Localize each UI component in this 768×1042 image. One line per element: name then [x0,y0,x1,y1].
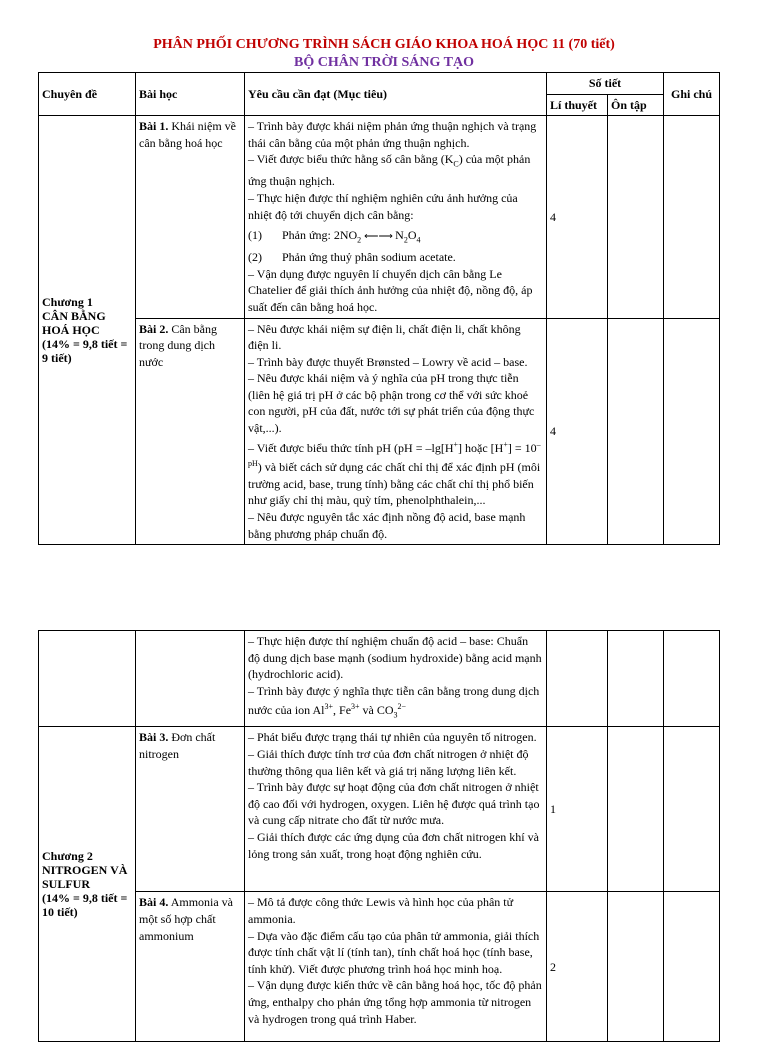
lesson-1-num: Bài 1. [139,119,169,134]
goal-line: – Dựa vào đặc điểm cấu tạo của phân tử ammonia, giải thích được tính chất vật lí (tính tan), tính chất hoá học (tính base, tính khử). Viết được phương trình hoá học minh hoạ. [248,928,540,976]
lesson-3-goals [245,727,547,892]
chapter-1-share: (14% = 9,8 tiết = 9 tiết) [42,337,128,366]
lesson-3-cell [136,727,245,892]
cont-note [664,631,720,727]
lesson-2-cell [136,318,245,545]
reaction-1: (1) Phản ứng: $2NO_2$ ⟵⟶ $N_2O_4$ [248,228,421,245]
curriculum-table-part2 [38,630,720,1042]
goal-line: – Trình bày được thuyết Brønsted – Lowry về acid – base. [248,354,528,369]
lesson-2-note [664,318,720,545]
lesson-3-name: Đơn chất nitrogen [139,730,216,761]
lesson-1-name: Khái niệm về cân bằng hoá học [139,119,236,150]
goal-line: – Trình bày được sự hoạt động của đơn chất nitrogen ở nhiệt độ cao đối với hydrogen, oxygen. Liên hệ được quá trình tạo và cung cấp nitrate cho đất từ nước mưa. [248,780,540,828]
goal-line: – Giải thích được các ứng dụng của đơn chất nitrogen khí và lỏng trong sản xuất, trong hoạt động nghiên cứu. [248,829,539,861]
lesson-1-note [664,116,720,318]
cont-lesson-cell [136,631,245,727]
goal-line: – Vận dụng được nguyên lí chuyển dịch cân bằng Le Chatelier để giải thích ảnh hưởng của nhiệt độ, nồng độ, áp suất đến cân bằng hoá học. [248,266,533,314]
header-theory: Lí thuyết [547,94,608,116]
lesson-3-note [664,727,720,892]
lesson-2-goals-continued [245,631,547,727]
lesson-3-review [608,727,664,892]
goal-line: – Viết được biểu thức hằng số cân bằng $(K_C)$ của một phản ứng thuận nghịch. [248,152,531,189]
lesson-2-theory: 4 [547,318,608,545]
goal-line: – Thực hiện được thí nghiệm chuẩn độ acid – base: Chuẩn độ dung dịch base mạnh (sodium hydroxide) bằng acid mạnh (hydrochloric acid). [248,634,542,682]
cont-topic-cell [39,631,136,727]
goal-line: – Nêu được nguyên tắc xác định nồng độ acid, base mạnh bằng phương pháp chuẩn độ. [248,510,526,541]
curriculum-table-part1 [38,72,720,545]
goal-line: – Giải thích được tính trơ của đơn chất nitrogen ở nhiệt độ thường thông qua liên kết và giá trị năng lượng liên kết. [248,746,529,778]
lesson-4-num: Bài 4. [139,895,169,910]
header-lesson: Bài học [136,73,245,116]
page-title: PHÂN PHỐI CHƯƠNG TRÌNH SÁCH GIÁO KHOA HOÁ HỌC 11 (70 tiết) [153,37,615,52]
lesson-4-cell [136,892,245,1042]
lesson-2-name: Cân bằng trong dung dịch nước [139,321,217,369]
chapter-1-cell [39,116,136,545]
goal-line: – Mô tả được công thức Lewis và hình học của phân tử ammonia. [248,895,514,926]
lesson-1-review [608,116,664,318]
header-topic: Chuyên đề [39,73,136,116]
chapter-2-share: (14% = 9,8 tiết = 10 tiết) [42,891,128,920]
chapter-1-name: CÂN BẰNG HOÁ HỌC [42,309,106,338]
goal-line: – Trình bày được ý nghĩa thực tiễn cân bằng trong dung dịch nước của ion $Al^{3+}$, $Fe^{3+}$ và $CO_3^{2-}$ [248,683,540,720]
goal-line: – Viết được biểu thức tính pH (pH = –lg[H+] hoặc $[H^+] = 10^{-pH}$) và biết cách sử dụng các chất chỉ thị để xác định pH (môi trường acid, base, trung tính) bằng các chất chỉ thị phổ biến như giấy chỉ thị màu, quỳ tím, phenolphthalein,... [248,439,541,508]
lesson-4-name: Ammonia và một số hợp chất ammonium [139,895,234,943]
header-note: Ghi chú [664,73,720,116]
goal-line: – Trình bày được khái niệm phản ứng thuận nghịch và trạng thái cân bằng của một phản ứng thuận nghịch. [248,119,537,150]
chapter-2-label: Chương 2 [42,849,93,864]
goal-line: – Nêu được khái niệm sự điện li, chất điện li, chất không điện li. [248,321,521,353]
page-subtitle: BỘ CHÂN TRỜI SÁNG TẠO [294,55,474,70]
lesson-1-theory: 4 [547,116,608,318]
lesson-2-review [608,318,664,545]
lesson-4-goals [245,892,547,1042]
reversible-arrow-icon: ⟵⟶ [364,231,393,243]
reaction-2: (2) Phản ứng thuỷ phân sodium acetate. [248,250,456,265]
header-goal: Yêu cầu cần đạt (Mục tiêu) [245,73,547,116]
lesson-2-goals [245,318,547,545]
lesson-3-num: Bài 3. [139,730,169,745]
lesson-2-num: Bài 2. [139,321,169,336]
lesson-4-note [664,892,720,1042]
goal-line: – Phát biểu được trạng thái tự nhiên của nguyên tố nitrogen. [248,730,537,745]
header-review: Ôn tập [608,94,664,116]
cont-review [608,631,664,727]
chapter-1-label: Chương 1 [42,295,93,310]
chapter-2-name: NITROGEN VÀ SULFUR [42,863,128,892]
header-periods: Số tiết [547,73,664,95]
cont-theory [547,631,608,727]
lesson-3-theory: 1 [547,727,608,892]
chapter-2-cell [39,727,136,1042]
lesson-1-cell [136,116,245,318]
goal-line: – Thực hiện được thí nghiệm nghiên cứu ảnh hưởng của nhiệt độ tới chuyển dịch cân bằng: [248,190,518,222]
goal-line: – Nêu được khái niệm và ý nghĩa của pH trong thực tiễn (liên hệ giá trị pH ở các bộ phận trong cơ thể với sức khoẻ con người, pH của đất, nước tới sự phát triển của động thực vật,...). [248,371,535,436]
goal-line: – Vận dụng được kiến thức về cân bằng hoá học, tốc độ phản ứng, enthalpy cho phản ứng tổng hợp ammonia từ nitrogen và hydrogen trong quá trình Haber. [248,978,542,1026]
lesson-4-theory: 2 [547,892,608,1042]
lesson-1-goals [245,116,547,318]
lesson-4-review [608,892,664,1042]
